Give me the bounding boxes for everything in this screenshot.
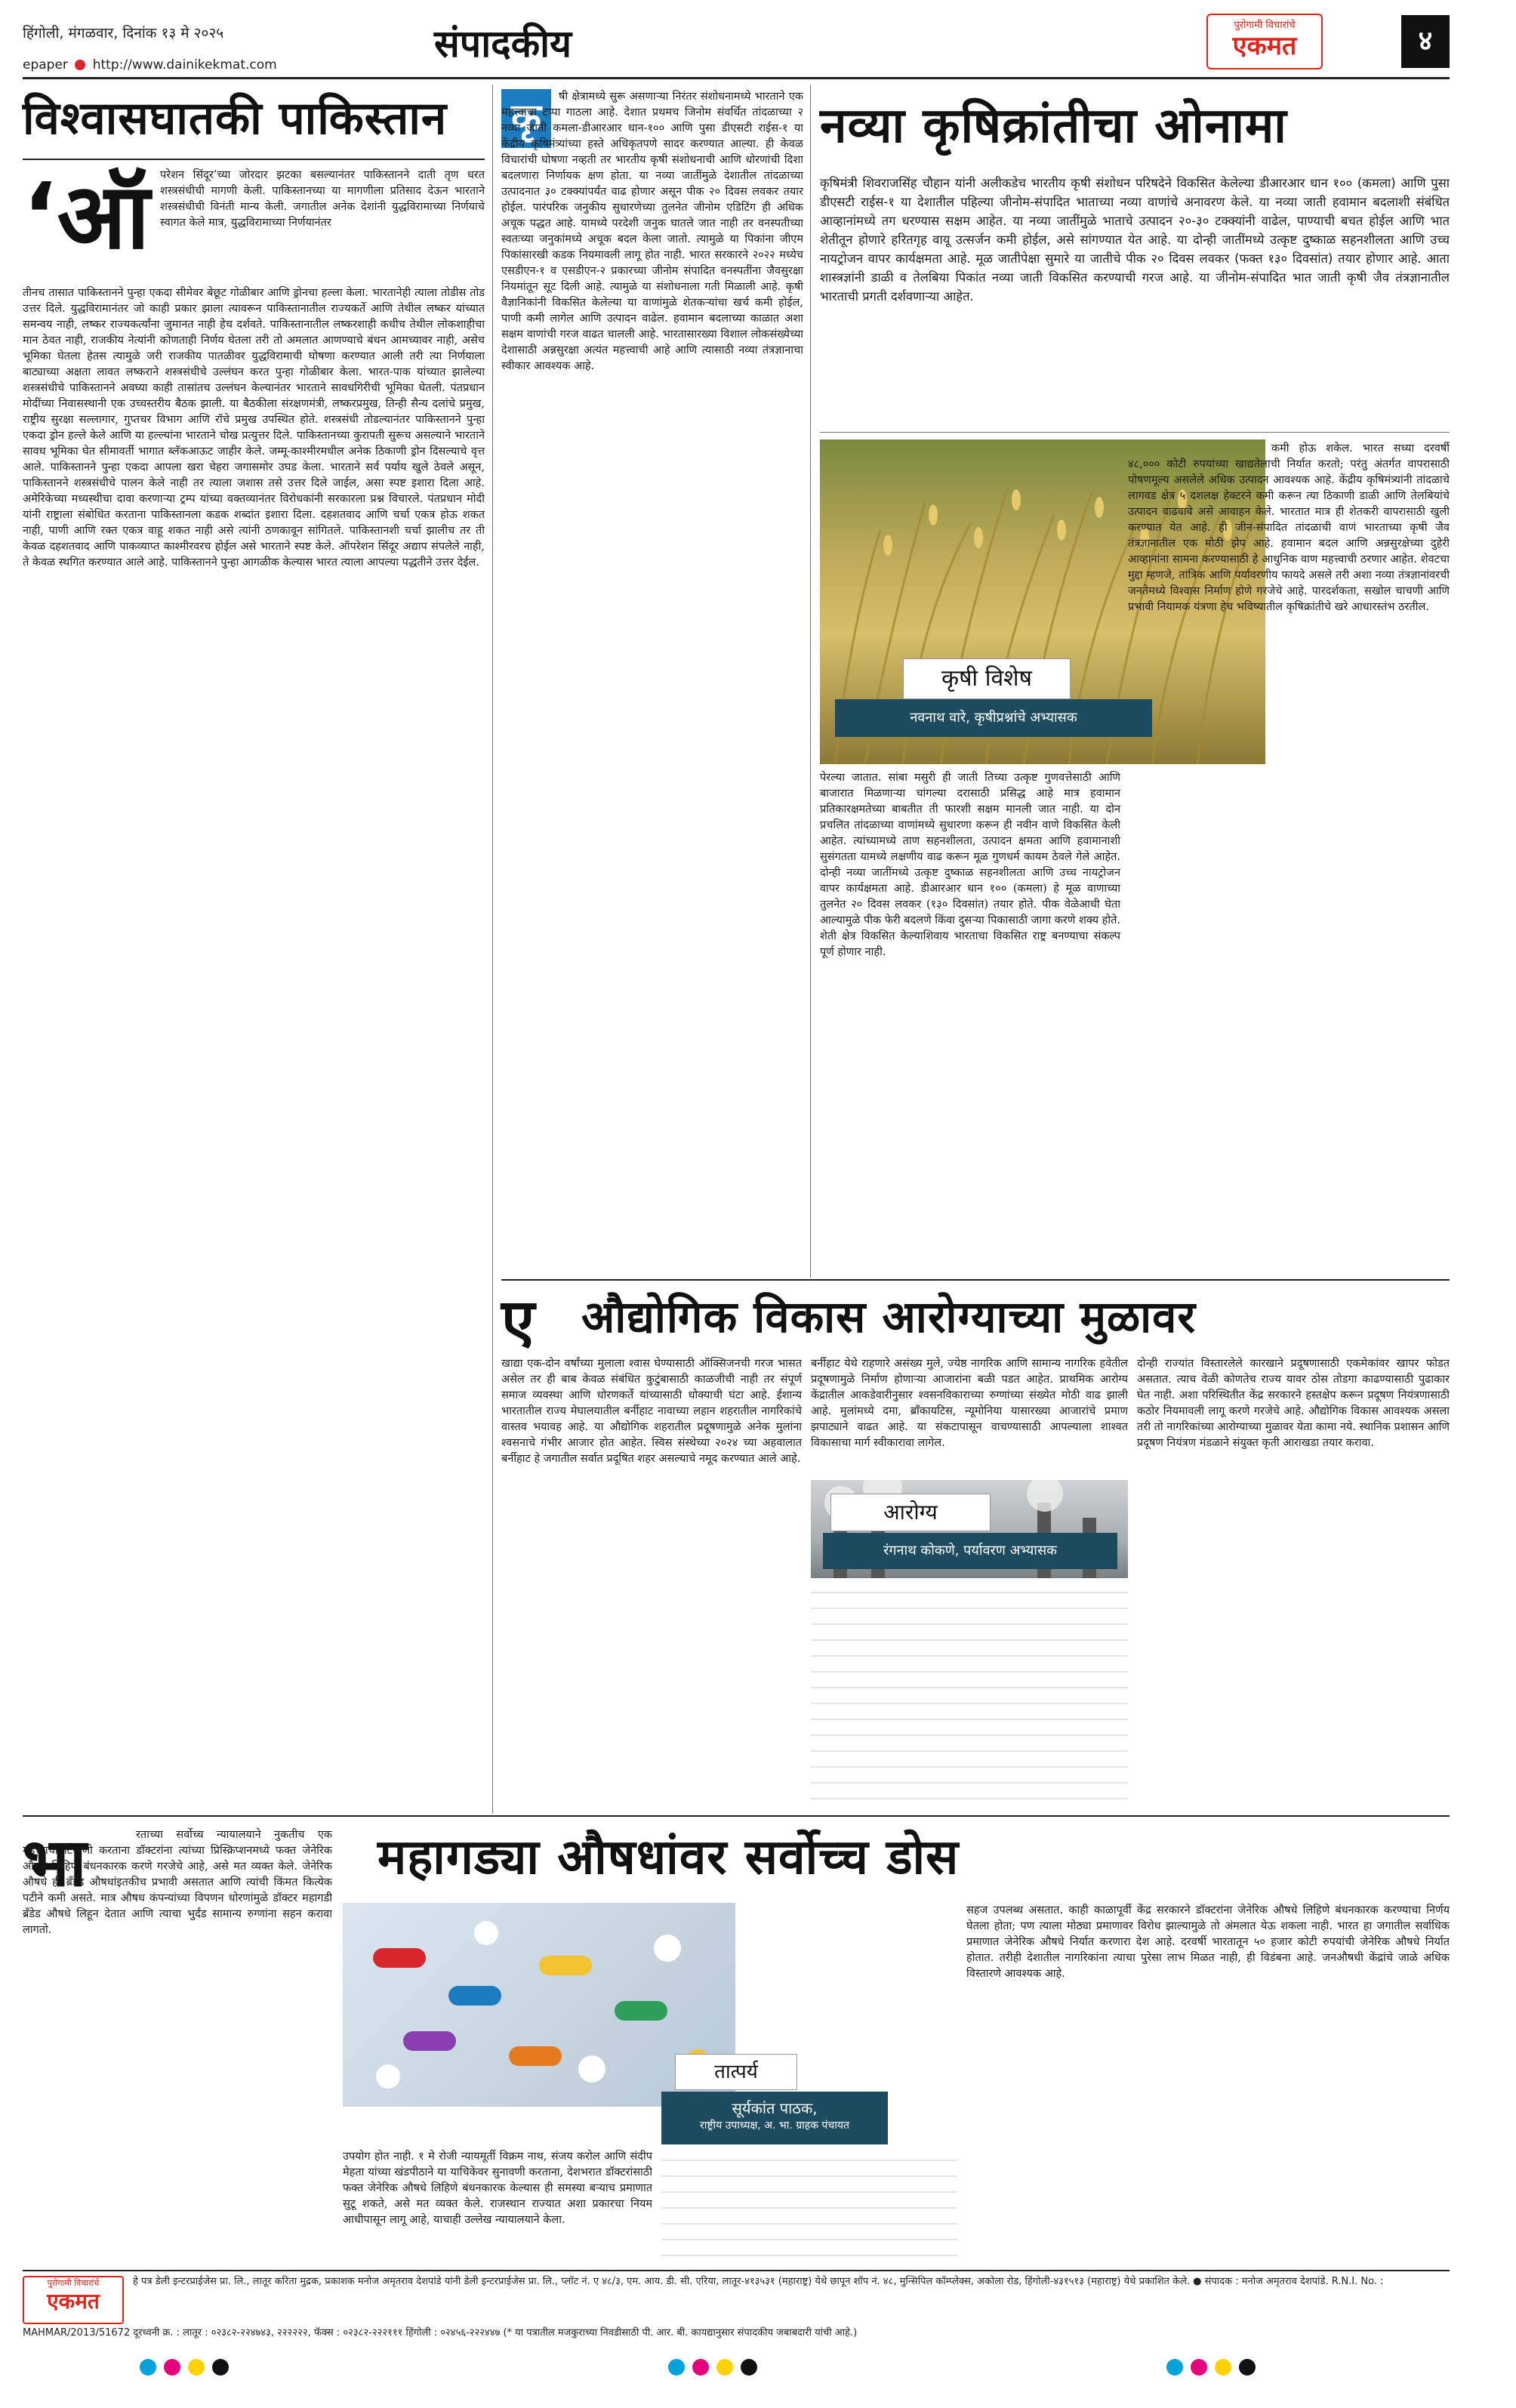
aushadh-tag-title-text: तात्पर्य	[714, 2061, 758, 2083]
aarogya-tag-author-text: रंगनाथ कोकणे, पर्यावरण अभ्यासक	[883, 1543, 1057, 1559]
black-dot	[741, 2359, 757, 2376]
krishi-sidebar-text: षी क्षेत्रामध्ये सुरू असणाऱ्या निरंतर संशोधनामध्ये भारताने एक महत्त्वाचा टप्पा गाठला आहे. देशात प्रथमच जिनोम संवर्धित तांदळाच्या २ नव्या जाती कमला-डीआरआर धान-१०० आणि पुसा डीएसटी राईस-१ या केंद्रीय कृषिमंत्र्यांच्या हस्ते अधिकृतपणे सादर करण्यात आल्या. ही केवळ विचारांची घोषणा नव्हती तर भारतीय कृषी संशोधनाची आणि धोरणांची दिशा बदलणारा निर्णायक क्षण होता. या नव्या जातींमुळे देशातील तांदळाच्या उत्पादनात ३० टक्क्यांपर्यंत वाढ होणार असून पीक २० दिवस लवकर तयार होईल. पारंपरिक जनुकीय सुधारणेच्या तुलनेत जीनोम एडिटिंग ही अधिक अचूक पद्धत आहे. यामध्ये परदेशी जनुक घातले जात नाही तर वनस्पतीच्या स्वतःच्या जनुकांमध्ये अचूक बदल केला जातो. त्यामुळे या पिकांना जीएम पिकांसारखी कडक नियमावली लागू होत नाही. भारत सरकारने २०२२ मध्येच एसडीएन-१ व एसडीएन-२ प्रकारच्या जीनोम संपादित वनस्पतींना जैवसुरक्षा नियमांतून सूट दिली आहे. त्यामुळे या संशोधनाला गती मिळाली आहे. कृषी वैज्ञानिकांनी विकसित केलेल्या या वाणांमुळे शेतकऱ्यांचा खर्च कमी होईल, पाणी कमी लागेल आणि उत्पादन वाढेल. हवामान बदलाच्या काळात अशा सक्षम वाणांची गरज वाढत चालली आहे. भारतासारख्या विशाल लोकसंख्येच्या देशासाठी अन्नसुरक्षा अत्यंत महत्त्वाची आहे आणि त्यासाठी नव्या तंत्रज्ञानाचा स्वीकार आवश्यक आहे.	[501, 91, 803, 372]
brand-name: एकमत	[1232, 31, 1297, 61]
pakistan-intro-text: परेशन सिंदूर’च्या जोरदार झटका बसल्यानंतर पाकिस्तानने दाती तृण धरत शस्त्रसंधीची मागणी केली. पाकिस्तानच्या या मागणीला प्रतिसाद देऊन भारताने शस्त्रसंधीची विनंती मान्य केली. जगातील अनेक देशांनी युद्धविरामाच्या निर्णयाचे स्वागत केले मात्र, युद्धविरामाच्या निर्णयानंतर	[160, 169, 485, 229]
aarogya-right-text: दोन्ही राज्यांत विस्तारलेले कारखाने प्रदूषणासाठी एकमेकांवर खापर फोडत असतात. त्याच वेळी कोणतेच राज्य यावर ठोस तोडगा काढण्यासाठी पुढाकार घेत नाही. अशा परिस्थितीत केंद्र सरकारने हस्तक्षेप करून प्रदूषण नियंत्रणासाठी कठोर नियमावली लागू करणे गरजेचे आहे. औद्योगिक विकास आवश्यक असला तरी तो नागरिकांच्या आरोग्याच्या मुळावर येता कामा नये. स्थानिक प्रशासन आणि प्रदूषण नियंत्रण मंडळाने संयुक्त कृती आराखडा तयार करावा.	[1137, 1358, 1450, 1449]
brand-logo	[1206, 14, 1323, 69]
krishi-tag-title-text: कृषी विशेष	[941, 665, 1032, 692]
black-dot	[1239, 2359, 1256, 2376]
yellow-dot	[1215, 2359, 1231, 2376]
aushadh-headline: महागड्या औषधांवर सर्वोच्च डोस	[377, 1830, 960, 1885]
krishi-mid-text: पेरल्या जातात. सांबा मसुरी ही जाती तिच्या उत्कृष्ट गुणवत्तेसाठी आणि बाजारात मिळणाऱ्या चांगल्या दरासाठी प्रसिद्ध आहे मात्र हवामान प्रतिकारक्षमतेच्या बाबतीत ती फारशी सक्षम मानली जात नाही. या दोन प्रचलित तांदळाच्या वाणांमध्ये सुधारणा करून ही नवीन वाणे विकसित केली आहेत. त्यांच्यामध्ये ताण सहनशीलता, उत्पादन क्षमता आणि हवामानाशी सुसंगतता यामध्ये लक्षणीय वाढ करून मूळ गुणधर्म कायम ठेवले गेले आहेत. दोन्ही नव्या जातींमध्ये उत्कृष्ट दुष्काळ सहनशीलता आणि उच्च नायट्रोजन वापर कार्यक्षमता आहे. डीआरआर धान १०० (कमला) हे मूळ वाणाच्या तुलनेत २० दिवस लवकर (१३० दिवसांत) तयार होते. पीक वेळेआधी घेता आल्यामुळे पीक फेरी बदलणे किंवा दुसऱ्या पिकासाठी जागा करणे शक्य होते. शेती क्षेत्र विकसित केल्याशिवाय भारताचा विकसित राष्ट्र बनण्याचा संकल्प पूर्ण होणार नाही.	[820, 772, 1120, 958]
aarogya-bottom-rule	[23, 1815, 1450, 1817]
magenta-dot	[164, 2359, 180, 2376]
pakistan-dropcap: ‘ऑ	[23, 165, 150, 270]
krishi-headline: नव्या कृषिक्रांतीचा ओनामा	[820, 98, 1287, 154]
aarogya-mid-text-2	[811, 1581, 1128, 1806]
column-divider-krishi	[810, 85, 811, 1278]
aushadh-tag-title	[675, 2054, 797, 2090]
krishi-tag-author-text: नवनाथ वारे, कृषीप्रश्नांचे अभ्यासक	[910, 710, 1077, 726]
krishi-tag-author	[835, 699, 1152, 737]
aushadh-tag-author	[661, 2092, 888, 2144]
cyan-dot	[1166, 2359, 1183, 2376]
magenta-dot	[692, 2359, 709, 2376]
column-divider-left	[492, 85, 493, 1814]
yellow-dot	[188, 2359, 205, 2376]
globe-icon	[75, 60, 85, 70]
epaper-url: http://www.dainikekmat.com	[92, 57, 277, 72]
aushadh-right-text: सहज उपलब्ध असतात. काही काळापूर्वी केंद्र सरकारने डॉक्टरांना जेनेरिक औषधे लिहिणे बंधनकारक करण्याचा निर्णय घेतला होता; पण त्याला मोठ्या प्रमाणावर विरोध झाल्यामुळे तो अंमलात येऊ शकला नाही. भारत हा जगातील सर्वाधिक प्रमाणात जेनेरिक औषधे निर्यात करणारा देश आहे. दरवर्षी भारतातून ५० हजार कोटी रुपयांची जेनेरिक औषधे निर्यात होतात. तरीही देशातील नागरिकांना त्याचा पुरेसा लाभ मिळत नाही, ही विडंबना आहे. जनऔषधी केंद्रांचे जाळे अधिक विस्तारणे आवश्यक आहे.	[966, 1904, 1450, 1980]
pakistan-headline: विश्वासघातकी पाकिस्तान	[23, 92, 448, 145]
pakistan-body-text: तीनच तासात पाकिस्तानने पुन्हा एकदा सीमेवर बेछूट गोळीबार आणि ड्रोनचा हल्ला केला. भारतानेही त्याला तोडीस तोड उत्तर दिले. युद्धविरामानंतर जो काही प्रकार झाला त्यावरून पाकिस्तानातील राज्यकर्ते आणि तेथील लष्कर यांच्यात समन्वय नाही, लष्कर राज्यकर्त्यांना जुमानत नाही हेच दर्शवते. पाकिस्तानातील लष्करशाही कधीच तेथील लोकशाहीचा मान ठेवत नाही, राजकीय नेत्यांनी कोणताही निर्णय घेतला तरी तो अमलात आणण्याचे बंधन आमच्यावर नाही, असेच भूमिका घेतला हेतस त्यामुळे जरी राजकीय पातळीवर युद्धविरामाची घोषणा करण्यात आली तरी त्या निर्णयाला बाट्याच्या अक्षता लावत लष्कराने शस्त्रसंधीचे उल्लंघन करत पुन्हा गोळीबार केला. भारत-पाक यांच्यात झालेल्या शस्त्रसंधीचे पाकिस्तानने अवघ्या काही तासांतच उल्लंघन केल्यानंतर भारताने सावधगिरीची भूमिका घेतली. पंतप्रधान मोदींच्या निवासस्थानी एक उच्चस्तरीय बैठक झाली. या बैठकीला संरक्षणमंत्री, लष्करप्रमुख, तिन्ही सैन्य दलांचे प्रमुख, राष्ट्रीय सुरक्षा सल्लागार, गुप्तचर विभाग आणि रॉचे प्रमुख उपस्थित होते. शस्त्रसंधी तोडल्यानंतर पाकिस्तानने पुन्हा एकदा ड्रोन हल्ले केले आणि या हल्ल्यांना भारताने चोख प्रत्युत्तर दिले. पाकिस्तानच्या कुरापती सुरूच असल्याने भारताने सावध भूमिका घेत सीमावर्ती भागात ब्लॅकआऊट जाहीर केले. जम्मू-काश्मीरमधील अनेक ठिकाणी ड्रोन दिसल्याचे वृत्त आले. पाकिस्तानने पुन्हा एकदा आपला खरा चेहरा जगासमोर उघड केला. भारताने सर्व पर्याय खुले ठेवले असून, पाकिस्तानने शस्त्रसंधीचे पालन केले नाही तर त्याला जशास तसे उत्तर दिले जाईल, असा स्पष्ट इशारा दिला आहे. अमेरिकेच्या मध्यस्थीचा दावा करणाऱ्या ट्रम्प यांच्या वक्तव्यानंतर विरोधकांनी सरकारला प्रश्न विचारले. पंतप्रधान मोदी यांनी राष्ट्राला संबोधित करताना पाकिस्तानला कडक शब्दांत इशारा दिला. दहशतवाद आणि चर्चा एकत्र होऊ शकत नाही, पाणी आणि रक्त एकत्र वाहू शकत नाही असे त्यांनी ठणकावून सांगितले. पाकिस्तानशी चर्चा झालीच तर ती केवळ दहशतवाद आणि पाकव्याप्त काश्मीरवरच होईल असे भारताने स्पष्ट केले. ऑपरेशन सिंदूर अद्याप संपलेले नाही, ते केवळ स्थगित करण्यात आले आहे. पाकिस्तानने पुन्हा आगळीक केल्यास भारत त्याला आपल्या पद्धतीने उत्तर देईल.	[23, 287, 485, 569]
magenta-dot	[1191, 2359, 1207, 2376]
page-number: ४	[1418, 26, 1433, 57]
krishi-lead-rule	[820, 432, 1450, 433]
aushadh-mid-text-2	[661, 2149, 957, 2265]
section-title: संपादकीय	[434, 22, 572, 66]
epaper-link[interactable]	[23, 57, 277, 72]
footer-imprint: हे पत्र डेली इन्टरप्राईजेस प्रा. लि., लातूर करिता मुद्रक, प्रकाशक मनोज अमृतराव देशपांडे यांनी डेली इन्टरप्राईजेस प्रा. लि., प्लॉट नं. ए ४८/३, एम. आय. डी. सी. एरिया, लातूर-४१३५३१ (महाराष्ट्र) येथे छापून शॉप नं. ४८, मुन्सिपिल कॉम्प्लेक्स, अकोला रोड, हिंगोली-४३१५१३ (महाराष्ट्र) येथे प्रकाशित केले. ● संपादक : मनोज अमृतराव देशपांडे. R.N.I. No. :	[133, 2276, 1384, 2287]
footer-brand-name: एकमत	[47, 2289, 100, 2314]
cyan-dot	[668, 2359, 685, 2376]
print-registration-marks-2	[664, 2359, 761, 2379]
krishi-tag-title	[903, 658, 1071, 699]
dateline: हिंगोली, मंगळवार, दिनांक १३ मे २०२५	[23, 25, 224, 42]
aushadh-tag-author-role: राष्ट्रीय उपाध्यक्ष, अ. भा. ग्राहक पंचायत	[700, 2120, 849, 2132]
yellow-dot	[716, 2359, 733, 2376]
aarogya-dropcap: ए	[501, 1286, 535, 1356]
footer-brand-tagline: पुरोगामी विचारांचे	[47, 2278, 100, 2288]
cyan-dot	[140, 2359, 156, 2376]
aushadh-tag-author-name: सूर्यकांत पाठक,	[732, 2099, 818, 2117]
print-registration-marks-3	[1163, 2359, 1259, 2379]
footer-rule	[23, 2270, 1450, 2271]
aarogya-headline: औद्योगिक विकास आरोग्याच्या मुळावर	[581, 1291, 1197, 1343]
footer-brand-logo	[23, 2276, 124, 2324]
print-registration-marks	[136, 2359, 233, 2379]
aarogya-tag-title-text: आरोग्य	[883, 1500, 938, 1525]
aushadh-mid-text: उपयोग होत नाही. १ मे रोजी न्यायमूर्ती विक्रम नाथ, संजय करोल आणि संदीप मेहता यांच्या खंडपीठाने या याचिकेवर सुनावणी करताना, देशभरात डॉक्टरांसाठी फक्त जेनेरिक औषधे लिहिणे बंधनकारक केल्यास ही समस्या बऱ्याच प्रमाणात सुटू शकते, असे मत व्यक्त केले. राजस्थान राज्यात अशा प्रकारचा नियम आधीपासून लागू आहे, याचाही उल्लेख न्यायालयाने केला.	[343, 2151, 652, 2226]
masthead-rule	[23, 77, 1450, 79]
page-number-badge	[1401, 15, 1450, 68]
pakistan-headline-rule	[23, 159, 485, 160]
aushadh-left-text: रताच्या सर्वोच्च न्यायालयाने नुकतीच एक महत्त्वाची टिप्पणी करताना डॉक्टरांना त्यांच्या प्रिस्क्रिप्शनमध्ये फक्त जेनेरिक औषधे लिहिणे बंधनकारक करणे गरजेचे आहे, असे मत व्यक्त केले. जेनेरिक औषधे ही ब्रँडेड औषधांइतकीच प्रभावी असतात आणि त्यांची किंमत कित्येक पटीने कमी असते. मात्र औषध कंपन्यांच्या विपणन धोरणांमुळे डॉक्टर महागडी ब्रँडेड औषधे लिहून देतात आणि त्याचा भुर्दंड सामान्य रुग्णांना सहन करावा लागतो.	[23, 1829, 332, 1936]
krishi-right-text: कमी होऊ शकेल. भारत सध्या दरवर्षी ४८,००० कोटी रुपयांच्या खाद्यतेलाची निर्यात करतो; परंतु अंतर्गत वापरासाठी पोषणमूल्य असलेले अधिक उत्पादन आवश्यक आहे. केंद्रीय कृषिमंत्र्यांनी तांदळाचे लागवड क्षेत्र ५ दशलक्ष हेक्टरने कमी करून त्या ठिकाणी डाळी आणि तेलबियांचे उत्पादन वाढवावे असे आवाहन केले. भारतात मात्र ही शेतकरी वापरासाठी खुली करण्यात येत आहे. ही जीन-संपादित तांदळाची वाणं भारताच्या कृषी जैव तंत्रज्ञानातील एक मोठी झेप आहे. हवामान बदल आणि अन्नसुरक्षेच्या दुहेरी आव्हानांना सामना करण्यासाठी हे आधुनिक वाण महत्त्वाची ठरणार आहेत. शेवटचा मुद्दा म्हणजे, तांत्रिक आणि पर्यावरणीय फायदे असले तरी अशा नव्या तंत्रज्ञानांवरची जनतेमध्ये विश्वास निर्माण होणे गरजेचे आहे. पारदर्शकता, सखोल चाचणी आणि प्रभावी नियामक यंत्रणा हेच भविष्यातील कृषिक्रांतीचे खरे आधारस्तंभ ठरतील.	[1128, 442, 1450, 613]
brand-tagline: पुरोगामी विचारांचे	[1234, 20, 1296, 31]
aarogya-mid-text: बर्नीहाट येथे राहणारे असंख्य मुले, ज्येष्ठ नागरिक आणि सामान्य नागरिक हवेतील प्रदूषणामुळे निर्माण होणाऱ्या आजारांना बळी पडत आहेत. प्राथमिक आरोग्य केंद्रातील आकडेवारीनुसार श्वसनविकाराच्या रुग्णांच्या संख्येत मोठी वाढ झाली आहे. मुलांमध्ये दमा, ब्राँकायटिस, न्यूमोनिया यासारख्या आजारांचे प्रमाण झपाट्याने वाढत आहे. या संकटापासून वाचण्यासाठी आपल्याला शाश्वत विकासाचा मार्ग स्वीकारावा लागेल.	[811, 1358, 1128, 1449]
epaper-label: epaper	[23, 57, 68, 72]
aarogya-left-text: खाद्या एक-दोन वर्षांच्या मुलाला श्वास घेण्यासाठी ऑक्सिजनची गरज भासत असेल तर ही बाब केवळ संबंधित कुटुंबासाठी काळजीची नाही तर संपूर्ण समाज व्यवस्था आणि धोरणकर्ते यांच्यासाठी धोक्याची घंटा आहे. ईशान्य भारतातील राज्य मेघालयातील बर्नीहाट नावाच्या लहान शहरातील नागरिकांचे वास्तव भयावह आहे. या औद्योगिक शहरातील प्रदूषणामुळे अनेक मुलांना श्वसनाचे गंभीर आजार होत आहेत. स्विस संस्थेच्या २०२४ च्या अहवालात बर्नीहाट हे जगातील सर्वात प्रदूषित शहर असल्याचे नमूद करण्यात आले आहे.	[501, 1358, 802, 1465]
aarogya-tag-title	[830, 1494, 991, 1531]
black-dot	[212, 2359, 229, 2376]
footer-registration: MAHMAR/2013/51672 दूरध्वनी क्र. : लातूर : ०२३८२-२२४७४३, २२२२२२, फॅक्स : ०२३८२-२२२१११ हिंगोली : ०२४५६-२२२४४७ (* या पत्रातील मजकुराच्या निवडीसाठी पी. आर. बी. कायद्यानुसार संपादकीय जबाबदारी यांची आहे.)	[23, 2327, 858, 2339]
krishi-dropcap: कृ	[511, 96, 541, 141]
aushadh-dropcap: भा	[23, 1824, 87, 1901]
krishi-lead-text: कृषिमंत्री शिवराजसिंह चौहान यांनी अलीकडेच भारतीय कृषी संशोधन परिषदेने विकसित केलेल्या डीआरआर धान १०० (कमला) आणि पुसा डीएसटी राईस-१ या देशातील पहिल्या जीनोम-संपादित भाताच्या नव्या वाणांचे अनावरण केले. या नव्या जाती हवामान बदलाशी संबंधित आव्हानांमध्ये तग धरण्यास सक्षम आहेत. या नव्या जातींमुळे भाताचे उत्पादन २०-३० टक्क्यांनी वाढेल, पाण्याची बचत होईल आणि भात शेतीतून होणारे हरितगृह वायू उत्सर्जन कमी होईल, असे सांगण्यात येत आहे. या दोन्ही जातींमध्ये उत्कृष्ट दुष्काळ सहनशीलता आणि उच्च नायट्रोजन वापर कार्यक्षमता आहे. मूळ जातीपेक्षा सुमारे या जातीचे पीक २० दिवस लवकर (फक्त १३० दिवसांत) तयार होणार आहे. आता शास्त्रज्ञांनी डाळी व तेलबिया पिकांत नव्या जाती विकसित करण्याची गरज आहे. या जीनोम-संपादित भात जाती कृषी जैव तंत्रज्ञानातील भारताची प्रगती दर्शवणाऱ्या आहेत.	[820, 176, 1450, 304]
aarogya-tag-author	[823, 1533, 1117, 1569]
